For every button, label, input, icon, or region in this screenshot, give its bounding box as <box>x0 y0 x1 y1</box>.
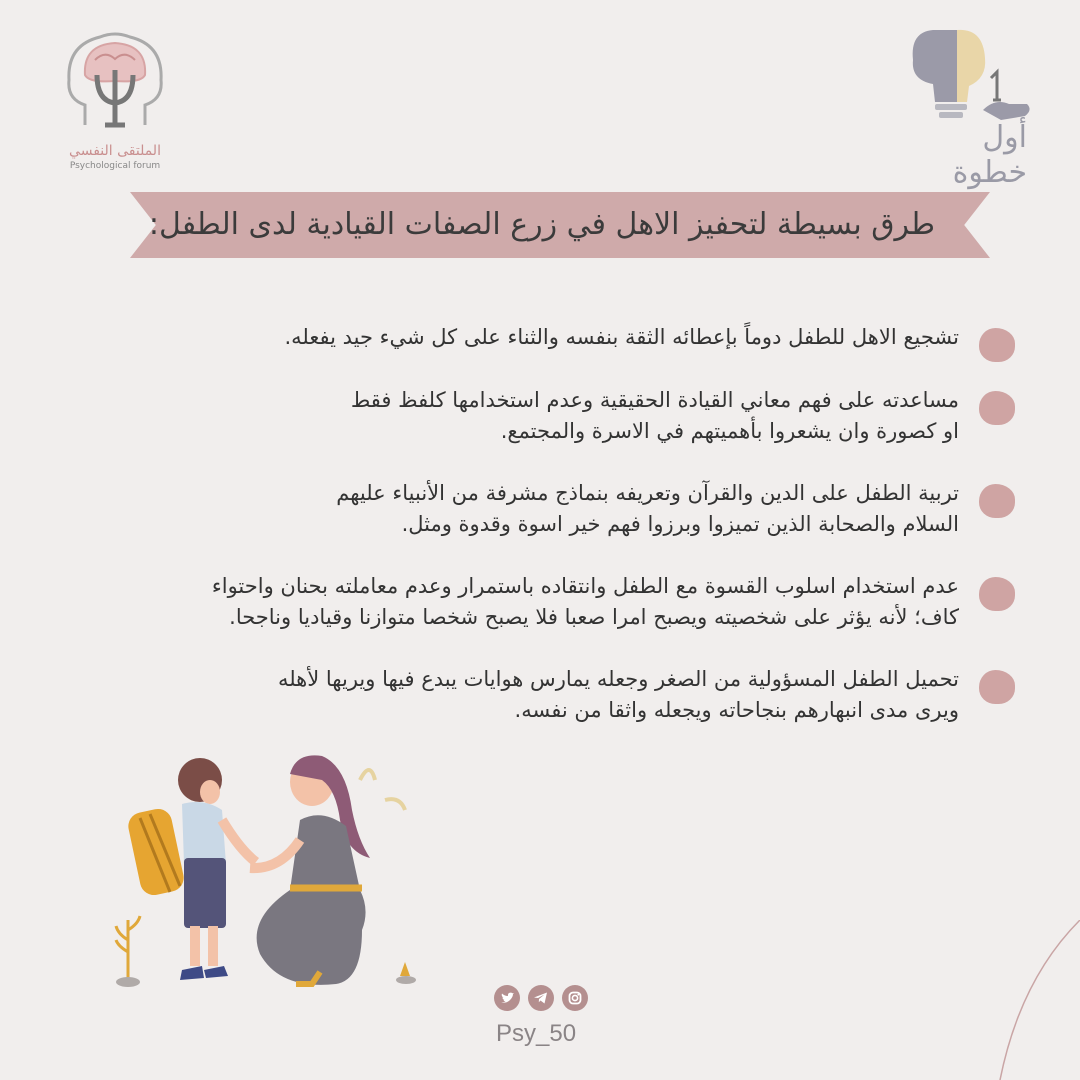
list-item-line: ويرى مدى انبهارهم بنجاحاته ويجعله واثقا من نفسه. <box>514 698 959 722</box>
list-item-line: او كصورة وان يشعروا بأهميتهم في الاسرة والمجتمع. <box>500 419 959 443</box>
bullet-dot-icon <box>979 391 1015 425</box>
logo-first-step <box>905 20 1055 190</box>
logo-psychological-forum <box>55 25 175 175</box>
list-item-line: عدم استخدام اسلوب القسوة مع الطفل وانتقاده باستمرار وعدم معاملته بحنان واحتواء <box>211 574 959 598</box>
logo-left-name-en: Psychological forum <box>69 161 161 171</box>
social-handle: Psy_50 <box>496 1020 577 1047</box>
list-item-line: تشجيع الاهل للطفل دوماً بإعطائه الثقة بنفسه والثناء على كل شيء جيد يفعله. <box>284 325 959 349</box>
list-item <box>155 571 1015 633</box>
telegram-icon[interactable] <box>528 985 554 1011</box>
brain-bulb-icon <box>905 20 1055 125</box>
list-item-line: مساعدته على فهم معاني القيادة الحقيقية وعدم استخدامها كلفظ فقط <box>350 388 959 412</box>
list-item <box>155 322 1015 353</box>
instagram-icon[interactable] <box>562 985 588 1011</box>
bullet-list <box>155 322 1015 726</box>
bullet-dot-icon <box>979 328 1015 362</box>
social-links <box>494 985 588 1011</box>
list-item <box>155 478 1015 540</box>
list-item-line: تحميل الطفل المسؤولية من الصغر وجعله يمارس هوايات يبدع فيها ويريها لأهله <box>277 667 959 691</box>
list-item <box>155 385 1015 447</box>
list-item-line: السلام والصحابة الذين تميزوا وبرزوا فهم خير اسوة وقدوة ومثل. <box>401 512 959 536</box>
logo-right-word: أول خطوة <box>952 120 1027 190</box>
page-title: طرق بسيطة لتحفيز الاهل في زرع الصفات القيادية لدى الطفل: <box>148 207 935 242</box>
list-item-line: كاف؛ لأنه يؤثر على شخصيته ويصبح امرا صعبا فلا يصبح شخصا متوازنا وقياديا وناجحا. <box>229 605 959 629</box>
list-item <box>155 664 1015 726</box>
decorative-curve <box>980 920 1080 1080</box>
psi-brain-icon <box>55 25 175 140</box>
bullet-dot-icon <box>979 577 1015 611</box>
mother-child-illustration <box>100 740 440 1000</box>
twitter-icon[interactable] <box>494 985 520 1011</box>
logo-left-name-ar: الملتقى النفسي <box>69 143 161 159</box>
bullet-dot-icon <box>979 484 1015 518</box>
list-item-line: تربية الطفل على الدين والقرآن وتعريفه بنماذج مشرفة من الأنبياء عليهم <box>336 481 959 505</box>
bullet-dot-icon <box>979 670 1015 704</box>
